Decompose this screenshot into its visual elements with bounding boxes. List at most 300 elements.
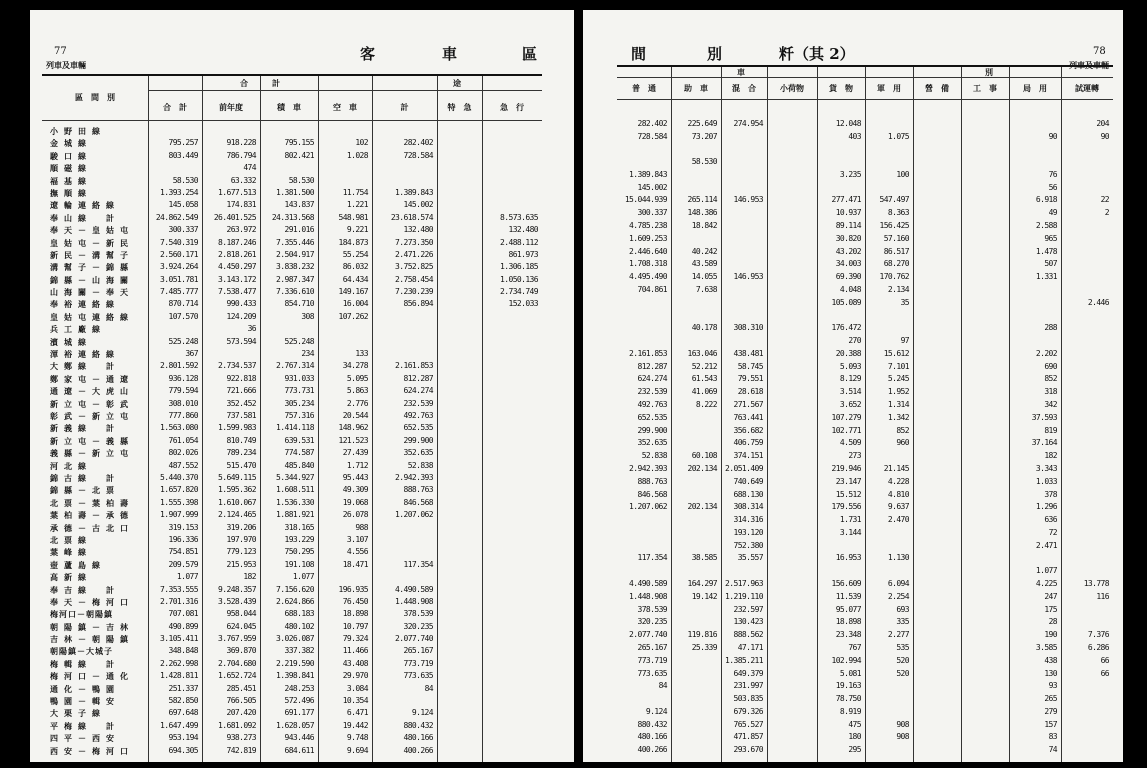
table-cell: 352.635	[403, 448, 433, 458]
table-cell: 2.942.393	[629, 463, 667, 473]
table-cell: 7.485.777	[160, 287, 198, 297]
table-cell: 145.002	[637, 182, 667, 192]
column-header: 合 計	[163, 102, 187, 112]
title-char: 別	[707, 45, 723, 63]
table-cell: 819	[1044, 425, 1057, 435]
table-cell: 1.207.062	[395, 510, 433, 520]
row-label: 金城線	[50, 138, 92, 149]
row-label: 高新線	[50, 572, 92, 583]
table-cell: 3.051.781	[160, 274, 198, 284]
title-char: 粁（其 2）	[779, 45, 855, 63]
table-cell: 2.161.853	[395, 361, 433, 371]
table-cell: 918.228	[226, 138, 256, 148]
table-cell: 737.581	[226, 411, 256, 421]
row-label: 新立屯－彰武	[50, 398, 134, 409]
table-cell: 624.274	[637, 374, 667, 384]
table-cell: 9.694	[346, 745, 368, 755]
table-cell: 490.899	[168, 621, 198, 631]
table-cell: 314.316	[733, 515, 763, 525]
table-cell: 721.666	[226, 386, 256, 396]
table-cell: 2.134	[887, 284, 909, 294]
table-cell: 299.900	[637, 425, 667, 435]
table-cell: 107.262	[338, 311, 368, 321]
row-label: 新立屯－義縣	[50, 435, 134, 446]
table-cell: 66	[1100, 668, 1109, 678]
table-cell: 803.449	[168, 150, 198, 160]
table-cell: 728.584	[637, 131, 667, 141]
table-cell: 1.219.110	[725, 591, 763, 601]
table-cell: 10.354	[342, 696, 368, 706]
table-cell: 308.310	[733, 323, 763, 333]
table-cell: 60.108	[691, 451, 717, 461]
table-cell: 72	[1048, 527, 1057, 537]
row-label: 小野田線	[50, 126, 106, 136]
table-cell: 5.344.927	[276, 472, 314, 482]
table-cell: 7.230.239	[395, 287, 433, 297]
table-cell: 7.638	[695, 284, 717, 294]
table-cell: 652.535	[637, 412, 667, 422]
table-cell: 1.389.843	[395, 187, 433, 197]
table-cell: 107.279	[831, 412, 861, 422]
table-cell: 28.618	[737, 387, 763, 397]
table-cell: 861.973	[508, 249, 538, 259]
table-cell: 2.219.590	[276, 658, 314, 668]
table-cell: 988	[355, 522, 368, 532]
table-cell: 157	[1044, 719, 1057, 729]
table-cell: 231.997	[733, 681, 763, 691]
table-cell: 37.164	[1031, 438, 1057, 448]
table-cell: 773.731	[284, 386, 314, 396]
table-cell: 18.842	[691, 221, 717, 231]
table-cell: 649.379	[733, 668, 763, 678]
table-cell: 337.382	[284, 646, 314, 656]
table-cell: 95.077	[835, 604, 861, 614]
table-cell: 757.316	[284, 411, 314, 421]
table-cell: 52.212	[691, 361, 717, 371]
row-label: 駿口線	[50, 150, 92, 161]
table-cell: 438	[1044, 655, 1057, 665]
table-cell: 182	[243, 572, 256, 582]
table-cell: 308.010	[168, 398, 198, 408]
table-cell: 30.820	[835, 233, 861, 243]
table-cell: 2.560.171	[160, 249, 198, 259]
table-cell: 812.287	[637, 361, 667, 371]
table-cell: 55.254	[342, 249, 368, 259]
table-cell: 4.450.297	[218, 262, 256, 272]
table-cell: 79.324	[342, 634, 368, 644]
table-cell: 9.248.357	[218, 584, 256, 594]
table-cell: 9.637	[887, 502, 909, 512]
table-cell: 1.077	[176, 572, 198, 582]
table-cell: 2.254	[887, 591, 909, 601]
table-cell: 16.004	[342, 299, 368, 309]
table-cell: 1.428.811	[160, 671, 198, 681]
row-label: 奉吉線 計	[50, 584, 120, 595]
table-cell: 40.242	[691, 246, 717, 256]
table-cell: 133	[355, 349, 368, 359]
total-group-header: 合 計	[240, 78, 280, 88]
table-cell: 690	[1044, 361, 1057, 371]
table-cell: 11.539	[835, 591, 861, 601]
table-cell: 43.589	[691, 259, 717, 269]
table-cell: 958.044	[226, 609, 256, 619]
table-cell: 943.446	[284, 733, 314, 743]
table-cell: 4.785.238	[629, 221, 667, 231]
table-cell: 58.530	[288, 175, 314, 185]
table-cell: 2.202	[1035, 348, 1057, 358]
column-header: 工 事	[973, 83, 997, 93]
table-cell: 146.953	[733, 195, 763, 205]
table-cell: 107.570	[168, 311, 198, 321]
row-label: 葉峰線	[50, 547, 92, 558]
row-label: 通遼－大虎山	[50, 386, 134, 397]
table-cell: 156.425	[879, 221, 909, 231]
row-label: 大鄭線 計	[50, 361, 120, 372]
table-cell: 763.441	[733, 412, 763, 422]
table-cell: 40.178	[691, 323, 717, 333]
table-cell: 215.953	[226, 559, 256, 569]
table-cell: 25.339	[691, 642, 717, 652]
table-cell: 234	[301, 349, 314, 359]
right-page	[583, 10, 1123, 762]
table-cell: 21.145	[883, 463, 909, 473]
table-cell: 3.143.172	[218, 274, 256, 284]
table-cell: 403	[848, 131, 861, 141]
table-cell: 174.831	[226, 200, 256, 210]
table-cell: 86.517	[883, 246, 909, 256]
table-cell: 79.551	[737, 374, 763, 384]
table-cell: 779.594	[168, 386, 198, 396]
table-cell: 251.337	[168, 683, 198, 693]
table-cell: 3.235	[839, 169, 861, 179]
table-cell: 740.649	[733, 476, 763, 486]
table-cell: 1.952	[887, 387, 909, 397]
table-cell: 9.221	[346, 225, 368, 235]
table-cell: 117.354	[403, 559, 433, 569]
table-cell: 352.635	[637, 438, 667, 448]
table-cell: 23.618.574	[390, 212, 433, 222]
table-cell: 4.048	[839, 284, 861, 294]
table-cell: 58.530	[172, 175, 198, 185]
table-cell: 300.337	[168, 225, 198, 235]
table-cell: 1.296	[1035, 502, 1057, 512]
table-cell: 1.033	[1035, 476, 1057, 486]
column-header: 計	[400, 102, 409, 112]
table-cell: 6.286	[1087, 642, 1109, 652]
table-cell: 6.471	[346, 708, 368, 718]
table-cell: 8.222	[695, 400, 717, 410]
table-cell: 1.608.511	[276, 485, 314, 495]
table-cell: 2.942.393	[395, 472, 433, 482]
table-cell: 95.443	[342, 472, 368, 482]
row-label: 河北線	[50, 460, 92, 471]
table-cell: 86.032	[342, 262, 368, 272]
table-cell: 1.381.500	[276, 187, 314, 197]
table-cell: 400.266	[403, 745, 433, 755]
table-cell: 145.058	[168, 200, 198, 210]
table-cell: 117.354	[637, 553, 667, 563]
table-cell: 179.556	[831, 502, 861, 512]
table-cell: 2	[1104, 208, 1109, 218]
table-cell: 34.003	[835, 259, 861, 269]
table-cell: 1.385.211	[725, 655, 763, 665]
table-cell: 156.609	[831, 579, 861, 589]
table-cell: 7.273.350	[395, 237, 433, 247]
table-cell: 7.376	[1087, 630, 1109, 640]
table-cell: 367	[185, 349, 198, 359]
table-cell: 15.612	[883, 348, 909, 358]
table-cell: 728.584	[403, 150, 433, 160]
table-cell: 36	[247, 324, 256, 334]
row-label: 撫順線	[50, 187, 92, 198]
table-cell: 295	[848, 745, 861, 755]
table-cell: 908	[896, 732, 909, 742]
table-cell: 197.970	[226, 534, 256, 544]
table-cell: 1.448.908	[629, 591, 667, 601]
table-cell: 7.336.610	[276, 287, 314, 297]
table-cell: 1.563.080	[160, 423, 198, 433]
table-cell: 270	[848, 336, 861, 346]
table-cell: 18.898	[835, 617, 861, 627]
table-cell: 694.305	[168, 745, 198, 755]
row-label: 皇姑屯－新民	[50, 237, 134, 248]
table-cell: 130	[1044, 668, 1057, 678]
table-cell: 11.466	[342, 646, 368, 656]
table-cell: 691.177	[284, 708, 314, 718]
table-cell: 2.488.112	[500, 237, 538, 247]
table-cell: 130.423	[733, 617, 763, 627]
table-cell: 7.538.477	[218, 287, 256, 297]
table-cell: 688.130	[733, 489, 763, 499]
row-label: 奉天－皇姑屯	[50, 225, 134, 236]
table-cell: 573.594	[226, 336, 256, 346]
table-cell: 191.108	[284, 559, 314, 569]
table-cell: 22	[1100, 195, 1109, 205]
left-table	[42, 74, 542, 762]
table-cell: 754.851	[168, 547, 198, 557]
table-cell: 19.442	[342, 720, 368, 730]
table-cell: 3.652	[839, 400, 861, 410]
table-cell: 4.495.490	[629, 272, 667, 282]
table-cell: 779.123	[226, 547, 256, 557]
table-cell: 2.818.261	[218, 249, 256, 259]
table-cell: 1.077	[292, 572, 314, 582]
table-cell: 1.028	[346, 150, 368, 160]
table-cell: 49	[1048, 208, 1057, 218]
table-cell: 1.708.318	[629, 259, 667, 269]
row-label: 北票線	[50, 534, 92, 545]
column-header: 特 急	[447, 102, 472, 112]
table-cell: 319.206	[226, 522, 256, 532]
table-cell: 6.094	[887, 579, 909, 589]
table-cell: 10.797	[342, 621, 368, 631]
table-cell: 29.970	[342, 671, 368, 681]
table-cell: 124.209	[226, 311, 256, 321]
row-label: 溝幫子－錦縣	[50, 262, 134, 273]
table-cell: 4.556	[346, 547, 368, 557]
header-rule	[617, 99, 1113, 100]
table-cell: 1.907.999	[160, 510, 198, 520]
table-cell: 750.295	[284, 547, 314, 557]
table-cell: 3.767.959	[218, 634, 256, 644]
table-cell: 1.331	[1035, 272, 1057, 282]
table-cell: 880.432	[637, 719, 667, 729]
table-cell: 1.306.185	[500, 262, 538, 272]
table-cell: 7.353.555	[160, 584, 198, 594]
table-cell: 761.054	[168, 435, 198, 445]
table-cell: 548.981	[338, 212, 368, 222]
row-label: 順磁線	[50, 163, 92, 174]
table-cell: 3.144	[839, 527, 861, 537]
table-cell: 8.187.246	[218, 237, 256, 247]
table-cell: 1.221	[346, 200, 368, 210]
table-cell: 2.517.963	[725, 579, 763, 589]
table-cell: 24.862.549	[155, 212, 198, 222]
table-cell: 582.850	[168, 696, 198, 706]
column-header: 普 通	[632, 83, 656, 93]
row-label: 鄭家屯－通遼	[50, 373, 134, 384]
table-cell: 10.937	[835, 208, 861, 218]
section-label-right: 列車及車輛	[1069, 60, 1109, 70]
right-table	[617, 65, 1113, 762]
table-cell: 305.234	[284, 398, 314, 408]
table-cell: 9.124	[411, 708, 433, 718]
table-cell: 4.810	[887, 489, 909, 499]
table-cell: 3.105.411	[160, 634, 198, 644]
table-cell: 232.539	[403, 398, 433, 408]
table-cell: 19.163	[835, 681, 861, 691]
table-cell: 1.881.921	[276, 510, 314, 520]
column-rule	[913, 67, 914, 762]
table-cell: 3.084	[346, 683, 368, 693]
table-cell: 378	[1044, 489, 1057, 499]
table-cell: 5.440.370	[160, 472, 198, 482]
table-cell: 265.167	[403, 646, 433, 656]
table-cell: 69.390	[835, 272, 861, 282]
table-cell: 190	[1044, 630, 1057, 640]
table-cell: 1.342	[887, 412, 909, 422]
table-cell: 320.235	[637, 617, 667, 627]
table-cell: 2.758.454	[395, 274, 433, 284]
table-cell: 480.102	[284, 621, 314, 631]
table-cell: 143.837	[284, 200, 314, 210]
table-cell: 789.234	[226, 448, 256, 458]
column-rule	[961, 67, 962, 762]
row-label: 四平－西安	[50, 733, 120, 744]
row-label: 新民－溝幫子	[50, 249, 134, 260]
table-cell: 263.972	[226, 225, 256, 235]
table-cell: 90	[1100, 131, 1109, 141]
table-cell: 852	[896, 425, 909, 435]
column-header: 局 用	[1023, 83, 1047, 93]
row-label: 朝陽鎮－吉林	[50, 621, 134, 632]
table-cell: 888.763	[637, 476, 667, 486]
table-cell: 24.313.568	[271, 212, 314, 222]
table-cell: 225.649	[687, 118, 717, 128]
table-cell: 76	[1048, 169, 1057, 179]
table-cell: 58.745	[737, 361, 763, 371]
table-cell: 2.077.740	[629, 630, 667, 640]
table-cell: 765.527	[733, 719, 763, 729]
table-cell: 1.677.513	[218, 187, 256, 197]
table-cell: 18.898	[342, 609, 368, 619]
table-cell: 23.348	[835, 630, 861, 640]
table-cell: 908	[896, 719, 909, 729]
table-cell: 52.838	[407, 460, 433, 470]
table-cell: 3.752.825	[395, 262, 433, 272]
column-header: 營 備	[925, 83, 949, 93]
table-cell: 1.130	[887, 553, 909, 563]
table-cell: 485.840	[284, 460, 314, 470]
table-cell: 773.635	[637, 668, 667, 678]
table-cell: 175	[1044, 604, 1057, 614]
table-cell: 43.202	[835, 246, 861, 256]
row-label: 兵工廠線	[50, 324, 106, 335]
row-label: 葉柏壽－承德	[50, 510, 134, 521]
table-cell: 9.748	[346, 733, 368, 743]
row-label: 福基線	[50, 175, 92, 186]
table-cell: 102.994	[831, 655, 861, 665]
table-cell: 16.953	[835, 553, 861, 563]
table-cell: 318.165	[284, 522, 314, 532]
row-label: 承德－古北口	[50, 522, 134, 533]
column-rule	[767, 67, 768, 762]
table-cell: 68.270	[883, 259, 909, 269]
table-cell: 121.523	[338, 435, 368, 445]
table-cell: 1.647.499	[160, 720, 198, 730]
table-cell: 1.652.724	[218, 671, 256, 681]
column-header: 空 車	[333, 102, 357, 112]
table-cell: 374.151	[733, 451, 763, 461]
row-label: 遼輪連絡線	[50, 200, 120, 211]
table-cell: 13.778	[1083, 579, 1109, 589]
table-cell: 148.962	[338, 423, 368, 433]
table-cell: 400.266	[637, 745, 667, 755]
table-cell: 26.078	[342, 510, 368, 520]
table-cell: 2.446	[1087, 297, 1109, 307]
table-cell: 348.848	[168, 646, 198, 656]
row-label: 皇姑屯連絡線	[50, 311, 134, 322]
table-cell: 97	[900, 336, 909, 346]
table-cell: 182	[1044, 451, 1057, 461]
table-cell: 525.248	[168, 336, 198, 346]
column-header: 小荷物	[780, 83, 804, 93]
row-label: 平梅線 計	[50, 720, 120, 731]
table-cell: 2.701.316	[160, 596, 198, 606]
table-cell: 356.682	[733, 425, 763, 435]
row-label: 濱城線	[50, 336, 92, 347]
table-cell: 936.128	[168, 373, 198, 383]
table-cell: 15.044.939	[624, 195, 667, 205]
table-cell: 282.402	[403, 138, 433, 148]
table-cell: 164.297	[687, 579, 717, 589]
table-cell: 1.393.254	[160, 187, 198, 197]
table-cell: 475	[848, 719, 861, 729]
table-cell: 293.670	[733, 745, 763, 755]
table-cell: 990.433	[226, 299, 256, 309]
table-cell: 572.496	[284, 696, 314, 706]
table-cell: 471.857	[733, 732, 763, 742]
table-cell: 35	[900, 297, 909, 307]
table-cell: 965	[1044, 233, 1057, 243]
table-cell: 15.512	[835, 489, 861, 499]
table-cell: 152.033	[508, 299, 538, 309]
header-subrule	[372, 90, 542, 91]
table-cell: 2.624.866	[276, 596, 314, 606]
table-cell: 503.835	[733, 694, 763, 704]
table-cell: 352.452	[226, 398, 256, 408]
table-cell: 786.794	[226, 150, 256, 160]
